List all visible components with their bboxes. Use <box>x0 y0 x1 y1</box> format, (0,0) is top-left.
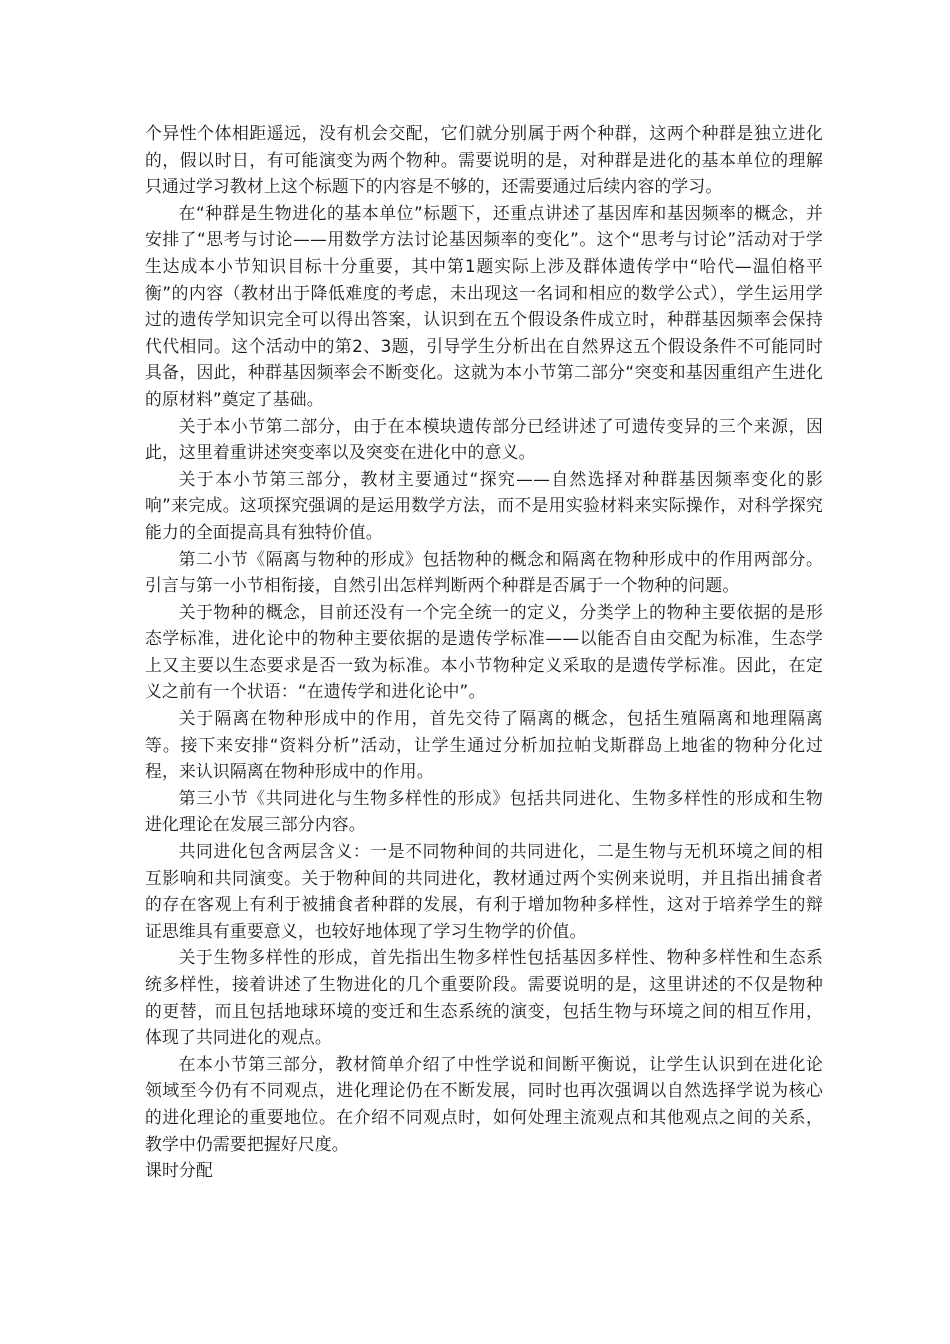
paragraph-1: 个异性个体相距遥远，没有机会交配，它们就分别属于两个种群，这两个种群是独立进化的，假以时日，有可能演变为两个物种。需要说明的是，对种群是进化的基本单位的理解只通过学习教材上这个标题下的内容是不够的，还需要通过后续内容的学习。 <box>145 123 823 197</box>
document-page <box>145 120 823 1184</box>
paragraph-9: 共同进化包含两层含义：一是不同物种间的共同进化，二是生物与无机环境之间的相互影响和共同演变。关于物种间的共同进化，教材通过两个实例来说明，并且指出捕食者的存在客观上有利于被捕食者种群的发展，有利于增加物种多样性，这对于培养学生的辩证思维具有重要意义，也较好地体现了学习生物学的价值。 <box>145 841 823 941</box>
paragraph-10: 关于生物多样性的形成，首先指出生物多样性包括基因多样性、物种多样性和生态系统多样性，接着讲述了生物进化的几个重要阶段。需要说明的是，这里讲述的不仅是物种的更替，而且包括地球环境的变迁和生态系统的演变，包括生物与环境之间的相互作用，体现了共同进化的观点。 <box>145 947 823 1048</box>
paragraph-2: 在“种群是生物进化的基本单位”标题下，还重点讲述了基因库和基因频率的概念，并安排了“思考与讨论——用数学方法讨论基因频率的变化”。这个“思考与讨论”活动对于学生达成本小节知识目标十分重要，其中第1题实际上涉及群体遗传学中“哈代—温伯格平衡”的内容（教材出于降低难度的考虑，未出现这一名词和相应的数学公式），学生运用学过的遗传学知识完全可以得出答案，认识到在五个假设条件成立时，种群基因频率会保持代代相同。这个活动中的第2、3题，引导学生分析出在自然界这五个假设条件不可能同时具备，因此，种群基因频率会不断变化。这就为本小节第二部分“突变和基因重组产生进化的原材料”奠定了基础。 <box>145 202 823 409</box>
paragraph-5: 第二小节《隔离与物种的形成》包括物种的概念和隔离在物种形成中的作用两部分。引言与第一小节相衔接，自然引出怎样判断两个种群是否属于一个物种的问题。 <box>145 548 823 596</box>
paragraph-6: 关于物种的概念，目前还没有一个完全统一的定义，分类学上的物种主要依据的是形态学标准，进化论中的物种主要依据的是遗传学标准——以能否自由交配为标准，生态学上又主要以生态要求是否一致为标准。本小节物种定义采取的是遗传学标准。因此，在定义之前有一个状语：“在遗传学和进化论中”。 <box>145 601 823 702</box>
paragraph-3: 关于本小节第二部分，由于在本模块遗传部分已经讲述了可遗传变异的三个来源，因此，这里着重讲述突变率以及突变在进化中的意义。 <box>145 415 823 463</box>
paragraph-7: 关于隔离在物种形成中的作用，首先交待了隔离的概念，包括生殖隔离和地理隔离等。接下来安排“资料分析”活动，让学生通过分析加拉帕戈斯群岛上地雀的物种分化过程，来认识隔离在物种形成中的作用。 <box>145 708 823 782</box>
paragraph-8: 第三小节《共同进化与生物多样性的形成》包括共同进化、生物多样性的形成和生物进化理论在发展三部分内容。 <box>145 787 823 835</box>
section-heading: 课时分配 <box>145 1160 213 1181</box>
paragraph-11: 在本小节第三部分，教材简单介绍了中性学说和间断平衡说，让学生认识到在进化论领域至今仍有不同观点，进化理论仍在不断发展，同时也再次强调以自然选择学说为核心的进化理论的重要地位。在介绍不同观点时，如何处理主流观点和其他观点之间的关系，教学中仍需要把握好尺度。 <box>145 1053 823 1154</box>
paragraph-4: 关于本小节第三部分，教材主要通过“探究——自然选择对种群基因频率变化的影响”来完成。这项探究强调的是运用数学方法，而不是用实验材料来实际操作，对科学探究能力的全面提高具有独特价值。 <box>145 468 823 542</box>
